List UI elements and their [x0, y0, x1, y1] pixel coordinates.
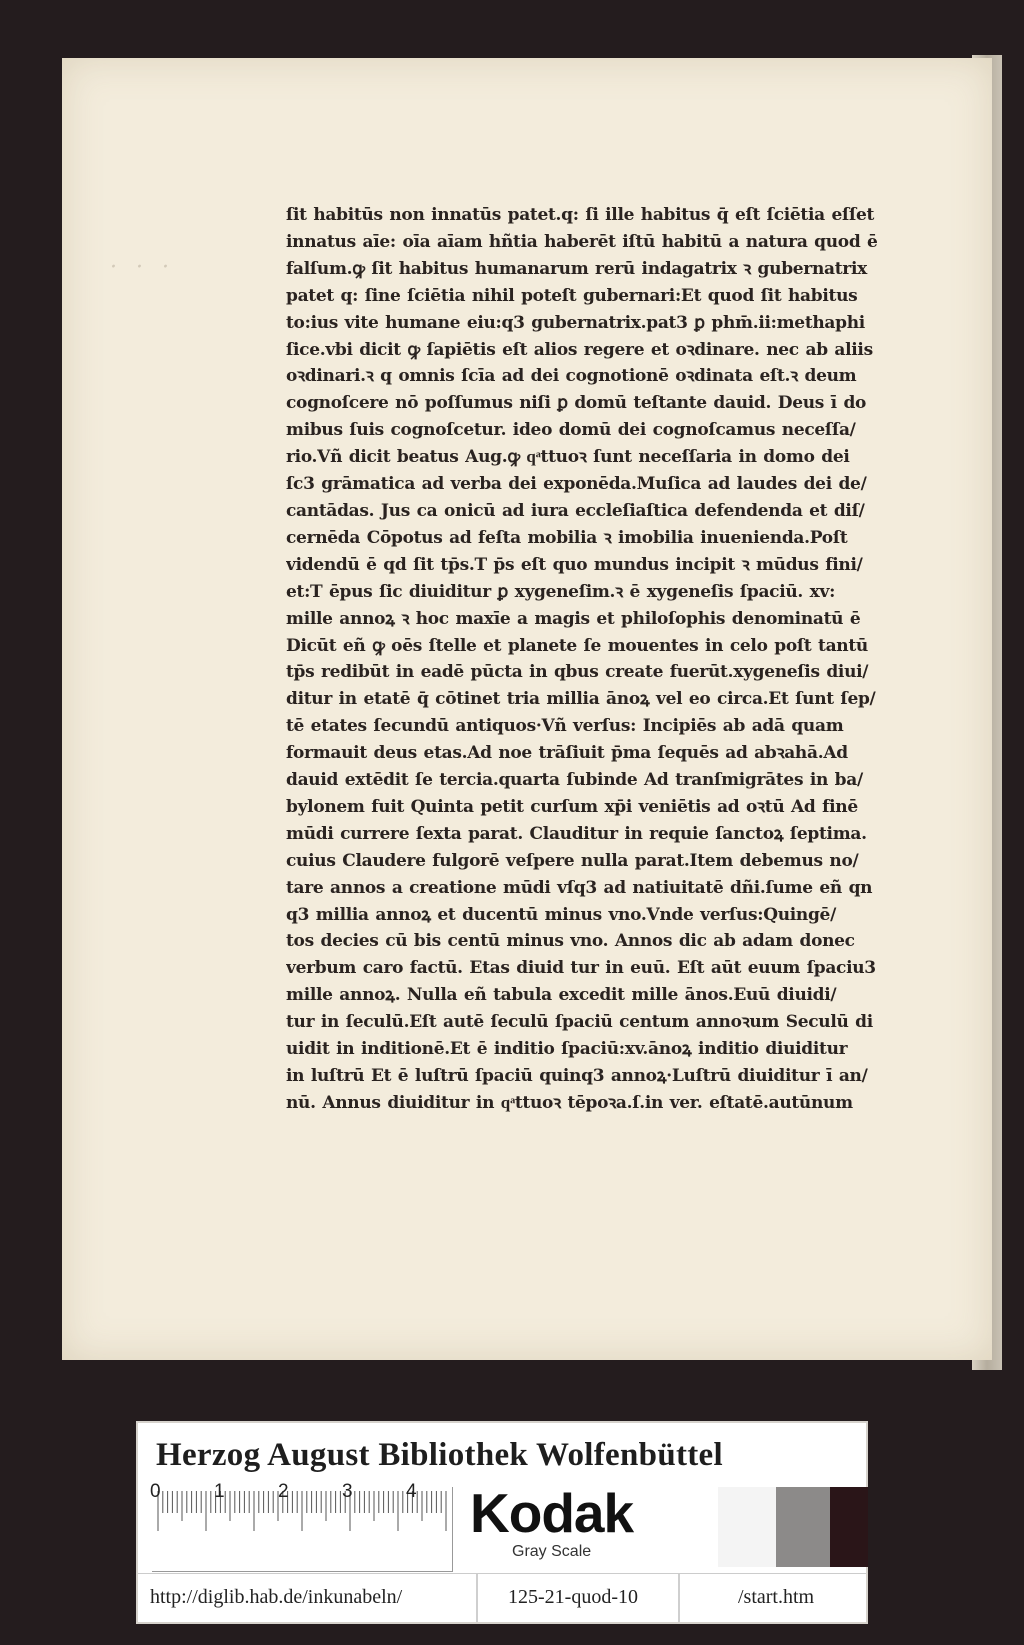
text-line: ſit habitūs non innatūs patet.q: ſi ille habitus q̄ eſt ſciētia eſſet: [286, 205, 875, 225]
text-line: mūdi currere ſexta parat. Clauditur in requie ſanctoꝝ ſeptima.: [286, 823, 867, 844]
kodak-logo: Kodak: [470, 1482, 634, 1544]
url-prefix: http://diglib.hab.de/inkunabeln/: [150, 1586, 403, 1608]
ruler-number: 3: [342, 1481, 353, 1502]
ruler-number: 4: [406, 1481, 417, 1502]
text-line: rio.Vñ dicit beatus Aug.ꝙ qͣttuoꝛ ſunt neceſſaria in domo dei: [286, 447, 850, 468]
ruler-number: 0: [150, 1481, 161, 1502]
gray-scale-label: Gray Scale: [512, 1543, 592, 1560]
text-line: formauit deus etas.Ad noe trāſiuit p̄ma ſequēs ad abꝛahā.Ad: [286, 743, 848, 764]
text-line: Dicūt eñ ꝙ oēs ſtelle et planete ſe mouentes in celo poſt tantū: [286, 635, 868, 656]
gray-swatch-dark: [830, 1487, 868, 1567]
text-line: mibus ſuis cognoſcetur. ideo domū dei cognoſcamus neceſſa/: [286, 420, 856, 441]
text-line: cantādas. Jus ca onicū ad iura eccleſiaſtica defendenda et diſ/: [286, 500, 865, 521]
institution-title: Herzog August Bibliothek Wolfenbüttel: [156, 1437, 723, 1473]
text-line: cognoſcere nō poſſumus niſi ꝑ domū teſtante dauid. Deus ī do: [286, 393, 867, 414]
text-line: bylonem fuit Quinta petit curſum xp̄i veniētis ad oꝛtū Ad finē: [286, 796, 858, 817]
text-line: oꝛdinari.ꝛ q omnis ſcīa ad dei cognotionē oꝛdinata eſt.ꝛ deum: [286, 366, 857, 387]
text-line: tē etates ſecundū antiquos·Vñ verſus: Incipiēs ab adā quam: [286, 716, 844, 737]
gray-swatch-mid: [776, 1487, 834, 1567]
text-line: ſc3 grāmatica ad verba dei exponēda.Muſica ad laudes dei de/: [286, 474, 867, 495]
url-divider: [678, 1574, 680, 1622]
text-line: mille annoꝝ. Nulla eñ tabula excedit mille ānos.Euū diuidi/: [286, 985, 837, 1006]
text-line: tare annos a creatione mūdi vſq3 ad natiuitatē dñi.ſume eñ qn: [286, 877, 873, 898]
text-line: mille annoꝝ ꝛ hoc maxīe a magis et philoſophis denominatū ē: [286, 608, 861, 629]
text-line: q3 millia annoꝝ et ducentū minus vno.Vnde verſus:Quingē/: [286, 904, 836, 925]
incunable-text-block: [286, 202, 906, 1117]
text-line: ſice.vbi dicit ꝙ ſapiētis eſt alios regere et oꝛdinare. nec ab aliis: [286, 339, 873, 360]
ruler-number: 1: [214, 1481, 225, 1502]
text-line: innatus aīe: oīa aīam hñtia haberēt iſtū habitū a natura quod ē: [286, 231, 878, 252]
text-line: falſum.ꝙ ſit habitus humanarum rerū indagatrix ꝛ gubernatrix: [286, 258, 867, 279]
text-line: cernēda Cōpotus ad feſta mobilia ꝛ imobilia inuenienda.Poſt: [286, 527, 848, 548]
text-line: verbum caro factū. Etas diuid tur in euū. Eſt aūt euum ſpaciu3: [286, 958, 876, 979]
shelfmark: 125-21-quod-10: [508, 1586, 638, 1608]
text-line: patet q: ſine ſciētia nihil poteſt gubernari:Et quod ſit habitus: [286, 285, 858, 306]
text-line: dauid extēdit ſe tercia.quarta ſubinde Ad tranſmigrātes in ba/: [286, 770, 863, 791]
text-line: et:T ēpus ſic diuiditur ꝑ xygeneſim.ꝛ ē xygeneſis ſpaciū. xv:: [286, 581, 836, 602]
text-line: in luſtrū Et ē luſtrū ſpaciū quinq3 annoꝝ·Luſtrū diuiditur ī an/: [286, 1066, 868, 1086]
text-line: to:ius vite humane eiu:q3 gubernatrix.pat3 ꝑ phm̄.ii:methaphi: [286, 312, 865, 333]
url-bar: [138, 1573, 866, 1624]
text-line: videndū ē qd ſit tp̄s.T p̄s eſt quo mundus incipit ꝛ mūdus fini/: [286, 554, 863, 575]
url-divider: [476, 1574, 478, 1622]
gray-swatch-light: [718, 1487, 776, 1567]
text-line: cuius Claudere fulgorē veſpere nulla parat.Item debemus no/: [286, 850, 859, 871]
ruler-number: 2: [278, 1481, 289, 1502]
text-line: uidit in inditionē.Et ē inditio ſpaciū:xv.ānoꝝ inditio diuiditur: [286, 1039, 848, 1060]
text-line: nū. Annus diuiditur in qͣttuoꝛ tēpoꝛa.ſ.in ver. eſtatē.autūnum: [286, 1092, 853, 1113]
text-line: ditur in etatē q̄ cōtinet tria millia ānoꝝ vel eo circa.Et ſunt ſep/: [286, 689, 876, 710]
text-line: tp̄s redibūt in eadē pūcta in qbus create fuerūt.xygeneſis diui/: [286, 662, 869, 683]
text-line: tur in ſeculū.Eſt autē ſeculū ſpaciū centum annoꝛum Seculū di: [286, 1012, 873, 1033]
scan-target-card: [136, 1421, 868, 1624]
url-suffix: /start.htm: [738, 1586, 815, 1608]
text-line: tos decies cū bis centū minus vno. Annos dic ab adam donec: [286, 931, 855, 952]
faded-margin-note: · · ·: [110, 255, 175, 280]
